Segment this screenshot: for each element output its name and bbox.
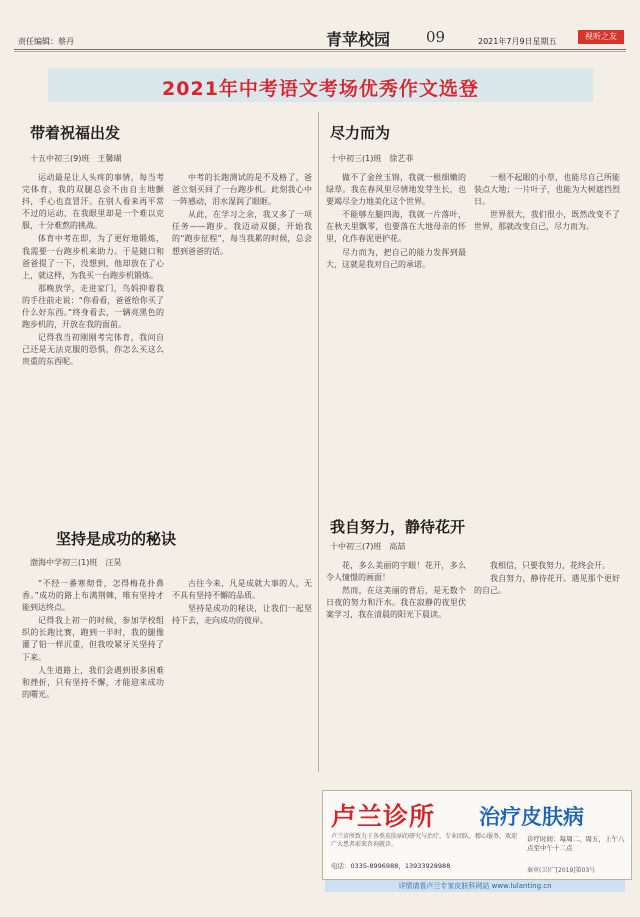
paragraph: 世界很大，我们很小，既然改变不了世界，那就改变自己，尽力而为。 bbox=[474, 210, 620, 232]
paragraph: 然而，在这美丽的背后，是无数个日夜的努力和汗水。我在寂静的夜里伏案学习，我在清晨的阳光下晨读。 bbox=[326, 586, 466, 620]
article-body-4b bbox=[474, 560, 620, 782]
paragraph: 从此，在学习之余，我又多了一项任务——跑步。我迈动双腿，开始我的“跑步征程”，每当我累的时候，总会想到爸爸的话。 bbox=[172, 210, 312, 256]
article-body-3a bbox=[22, 578, 164, 888]
ad-footer-link[interactable]: 详情请看卢兰专家皮肤科网站 www.lulanting.cn bbox=[325, 880, 625, 892]
article-body-3b bbox=[172, 578, 312, 888]
paragraph: 中考的长跑测试的是不及格了，爸爸立刻买回了一台跑步机。此刻我心中一阵感动，泪水湿润了眼眶。 bbox=[172, 173, 312, 207]
article-title-2: 尽力而为 bbox=[330, 124, 391, 142]
paragraph: 人生道路上，我们会遇到很多困难和挫折，只有坚持不懈，才能迎来成功的曙光。 bbox=[22, 665, 164, 699]
newspaper-brand: 青苹校园 bbox=[326, 30, 391, 49]
paragraph: 一根不起眼的小草，也能尽自己所能装点大地；一片叶子，也能为大树遮挡烈日。 bbox=[474, 173, 620, 207]
ad-license: 秦审(卫)广[2019]第03号 bbox=[527, 867, 596, 874]
headline-banner bbox=[48, 68, 593, 102]
paragraph: 那晚放学，走进家门，鸟妈抑着我的手往前走说：“你看看，爸爸给你买了什么好东西。”终身看去，一辆亮黑色的跑步机的，开放在我的面前。 bbox=[22, 283, 164, 330]
article-byline-1: 十五中初三(9)班 王馨瑚 bbox=[30, 154, 122, 163]
article-title-1: 带着祝福出发 bbox=[30, 124, 121, 142]
header-rule bbox=[14, 49, 626, 50]
article-body-1b bbox=[172, 172, 312, 502]
ad-hours: 诊疗时间：每周二、周五，上午八点至中午十二点 bbox=[527, 835, 625, 852]
paragraph: 花，多么美丽的字眼！花开，多么令人憧憬的画面！ bbox=[326, 561, 466, 583]
paragraph: 不能够左腿四海，我就一片落叶，在秋天里飘零，也要落在大地母亲的怀里，化作春泥更护花。 bbox=[326, 210, 466, 244]
clinic-advertisement bbox=[322, 790, 632, 880]
article-title-4: 我自努力，静待花开 bbox=[330, 518, 466, 536]
header-rule-thin bbox=[14, 51, 626, 52]
paragraph: 记得我上初一的时候，参加学校组织的长跑比赛，跑到一半时，我的腿像灌了铅一样沉重，但我咬紧牙关坚持了下来。 bbox=[22, 616, 164, 662]
article-title-3: 坚持是成功的秘诀 bbox=[56, 530, 177, 548]
paragraph: 我相信，只要我努力，花终会开。 bbox=[490, 561, 610, 570]
article-byline-2: 十中初三(1)班 徐艺菲 bbox=[330, 154, 414, 163]
headline-title: 2021年中考语文考场优秀作文选登 bbox=[162, 78, 479, 100]
paragraph: 坚持是成功的秘诀，让我们一起坚持下去，走向成功的彼岸。 bbox=[172, 604, 312, 626]
paragraph: 运动最是让人头疼的事情，每当考完体育，我的双腿总会不由自主地颤抖，手心也直冒汗。在别人看来再平常不过的运动，在我眼里却是一个难以克服，十分难熬的挑战。 bbox=[22, 173, 164, 231]
ad-phone: 电话：0335-8996988，13933928988 bbox=[331, 862, 451, 870]
paragraph: 古往今来，凡是成就大事的人，无不具有坚持不懈的品质。 bbox=[172, 579, 312, 601]
paragraph: “不经一番寒彻骨，怎得梅花扑鼻香。”成功的路上布满荆棘，唯有坚持才能到达终点。 bbox=[22, 579, 164, 613]
paragraph: 做不了金丝玉锦，我就一根细嫩的绿草。我在春风里尽情地发芽生长，也要竭尽全力地美化这个世界。 bbox=[326, 173, 466, 207]
article-body-2b bbox=[474, 172, 620, 492]
editor-credit: 责任编辑：蔡丹 bbox=[18, 37, 74, 46]
ad-clinic-name: 卢兰诊所 bbox=[331, 802, 436, 831]
paragraph: 我自努力，静待花开。遇见那个更好的自己。 bbox=[474, 574, 620, 596]
article-byline-4: 十中初三(7)班 高喆 bbox=[330, 542, 406, 551]
ad-description: 卢兰诊所致力于各类皮肤病的研究与治疗，专业团队，精心服务，欢迎广大患者前来咨询就诊。 bbox=[331, 833, 518, 848]
paragraph: 记得我当初刚刚考完体育，我问自己还是无法克服的恐惧，你怎么买这么贵重的东西呢。 bbox=[22, 333, 164, 367]
article-byline-3: 渤海中学初三(1)班 汪昊 bbox=[30, 558, 122, 567]
ad-service: 治疗皮肤病 bbox=[479, 805, 584, 829]
paragraph: 体育中考在即，为了更好地锻炼，我需要一台跑步机来助力。于是随口和爸爸提了一下，没想到，他却放在了心上，就这样，为我买一台跑步机锻炼。 bbox=[22, 234, 164, 280]
page-number: 09 bbox=[426, 28, 446, 46]
section-tag: 视听之友 bbox=[578, 30, 624, 44]
paragraph: 尽力而为，把自己的能力发挥到最大，这就是我对自己的承诺。 bbox=[326, 247, 466, 269]
column-divider bbox=[318, 112, 319, 772]
article-body-2a bbox=[326, 172, 466, 492]
article-body-4a bbox=[326, 560, 466, 782]
issue-date: 2021年7月9日星期五 bbox=[478, 37, 557, 46]
